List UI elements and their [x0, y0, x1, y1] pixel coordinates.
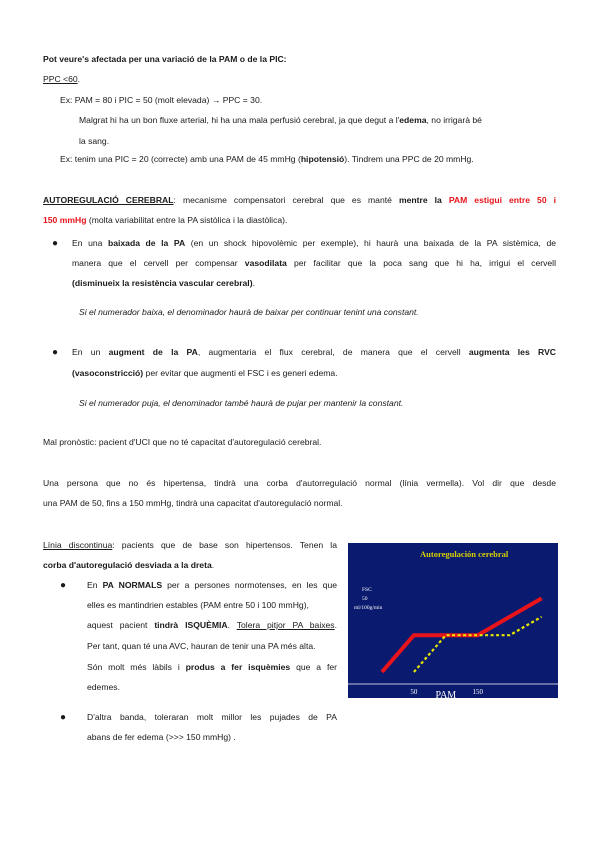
autoregulation-line-2: 150 mmHg (molta variabilitat entre la PA sistòlica i la diastòlica).: [43, 215, 288, 225]
chart-tick-label: 150: [472, 688, 484, 696]
bullet-2-note: Si el numerador puja, el denominador també haurà de pujar per mantenir la constant.: [79, 398, 404, 408]
chart-svg: [348, 543, 558, 698]
chart-background: [348, 543, 558, 698]
chart-ylabel: 50: [362, 596, 368, 602]
bullet-3-line-4: Per tant, quan té una AVC, hauran de tenir una PA més alta.: [87, 641, 316, 651]
bullet-dot: ●: [60, 580, 67, 591]
chart-ylabel: FSC: [362, 587, 372, 593]
bullet-4-line-2: abans de fer edema (>>> 150 mmHg) .: [87, 732, 236, 742]
chart-xlabel: PAM: [435, 690, 457, 698]
example-1-note-end: la sang.: [79, 136, 110, 146]
example-1-note: Malgrat hi ha un bon fluxe arterial, hi ha una mala perfusió cerebral, ja que degut a l'edema, no irrigarà bé: [79, 115, 482, 125]
bullet-3-line-6: edemes.: [87, 682, 120, 692]
example-1: Ex: PAM = 80 i PIC = 50 (molt elevada) → PPC = 30.: [60, 95, 263, 105]
bullet-dot: ●: [52, 347, 59, 358]
autoregulation-line-1: AUTOREGULACIÓ CEREBRAL: mecanisme compensatori cerebral que es manté mentre la PAM estigui entre 50 i: [43, 195, 557, 205]
person-line-2: una PAM de 50, fins a 150 mmHg, tindrà una capacitat d'autoregulació normal.: [43, 498, 343, 508]
bullet-1-line-1: En una baixada de la PA (en un shock hipovolèmic per exemple), hi haurà una baixada de la PA sistèmica, de: [72, 238, 557, 248]
example-2: Ex: tenim una PIC = 20 (correcte) amb una PAM de 45 mmHg (hipotensió). Tindrem una PPC de 20 mmHg.: [60, 154, 474, 164]
bullet-2-line-1: En un augment de la PA, augmentaria el flux cerebral, de manera que el cervell augmenta les RVC: [72, 347, 557, 357]
autoregulation-chart: [348, 543, 558, 698]
bullet-1-line-2: manera que el cervell per compensar vasodilata per facilitar que la poca sang que hi ha, irrigui el cervell: [72, 258, 556, 268]
person-line-1: Una persona que no és hipertensa, tindrà una corba d'autorregulació normal (línia vermella). Vol dir que desde: [43, 478, 556, 488]
dashed-line-text-1: Línia discontinua: pacients que de base son hipertensos. Tenen la: [43, 540, 337, 550]
bullet-1-line-3: (disminueix la resistència vascular cerebral).: [72, 278, 255, 288]
chart-ylabel: ml/100g/min: [354, 605, 383, 611]
question-title: Pot veure's afectada per una variació de la PAM o de la PIC:: [43, 54, 287, 64]
chart-title: Autoregulación cerebral: [420, 549, 509, 559]
bullet-dot: ●: [52, 238, 59, 249]
bullet-2-line-2: (vasoconstricció) per evitar que augmenti el FSC i es generi edema.: [72, 368, 338, 378]
ppc-line: PPC <60.: [43, 74, 81, 84]
bullet-4-line-1: D'altra banda, toleraran molt millor les pujades de PA: [87, 712, 337, 722]
bullet-3-line-1: En PA NORMALS per a persones normotenses, en les que: [87, 580, 338, 590]
bullet-3-line-3: aquest pacient tindrà ISQUÈMIA. Tolera pitjor PA baixes.: [87, 620, 337, 630]
bullet-3-line-5: Són molt més làbils i produs a fer isquèmies que a fer: [87, 662, 337, 672]
bullet-3-line-2: elles es mantindrien estables (PAM entre 50 i 100 mmHg),: [87, 600, 309, 610]
bad-prognosis: Mal pronòstic: pacient d'UCI que no té capacitat d'autoregulació cerebral.: [43, 437, 322, 447]
bullet-1-note: Si el numerador baixa, el denominador haurà de baixar per continuar tenint una constant.: [79, 307, 419, 317]
bullet-dot: ●: [60, 712, 67, 723]
dashed-line-text-2: corba d'autoregulació desviada a la dreta.: [43, 560, 215, 570]
chart-tick-label: 50: [410, 688, 418, 696]
